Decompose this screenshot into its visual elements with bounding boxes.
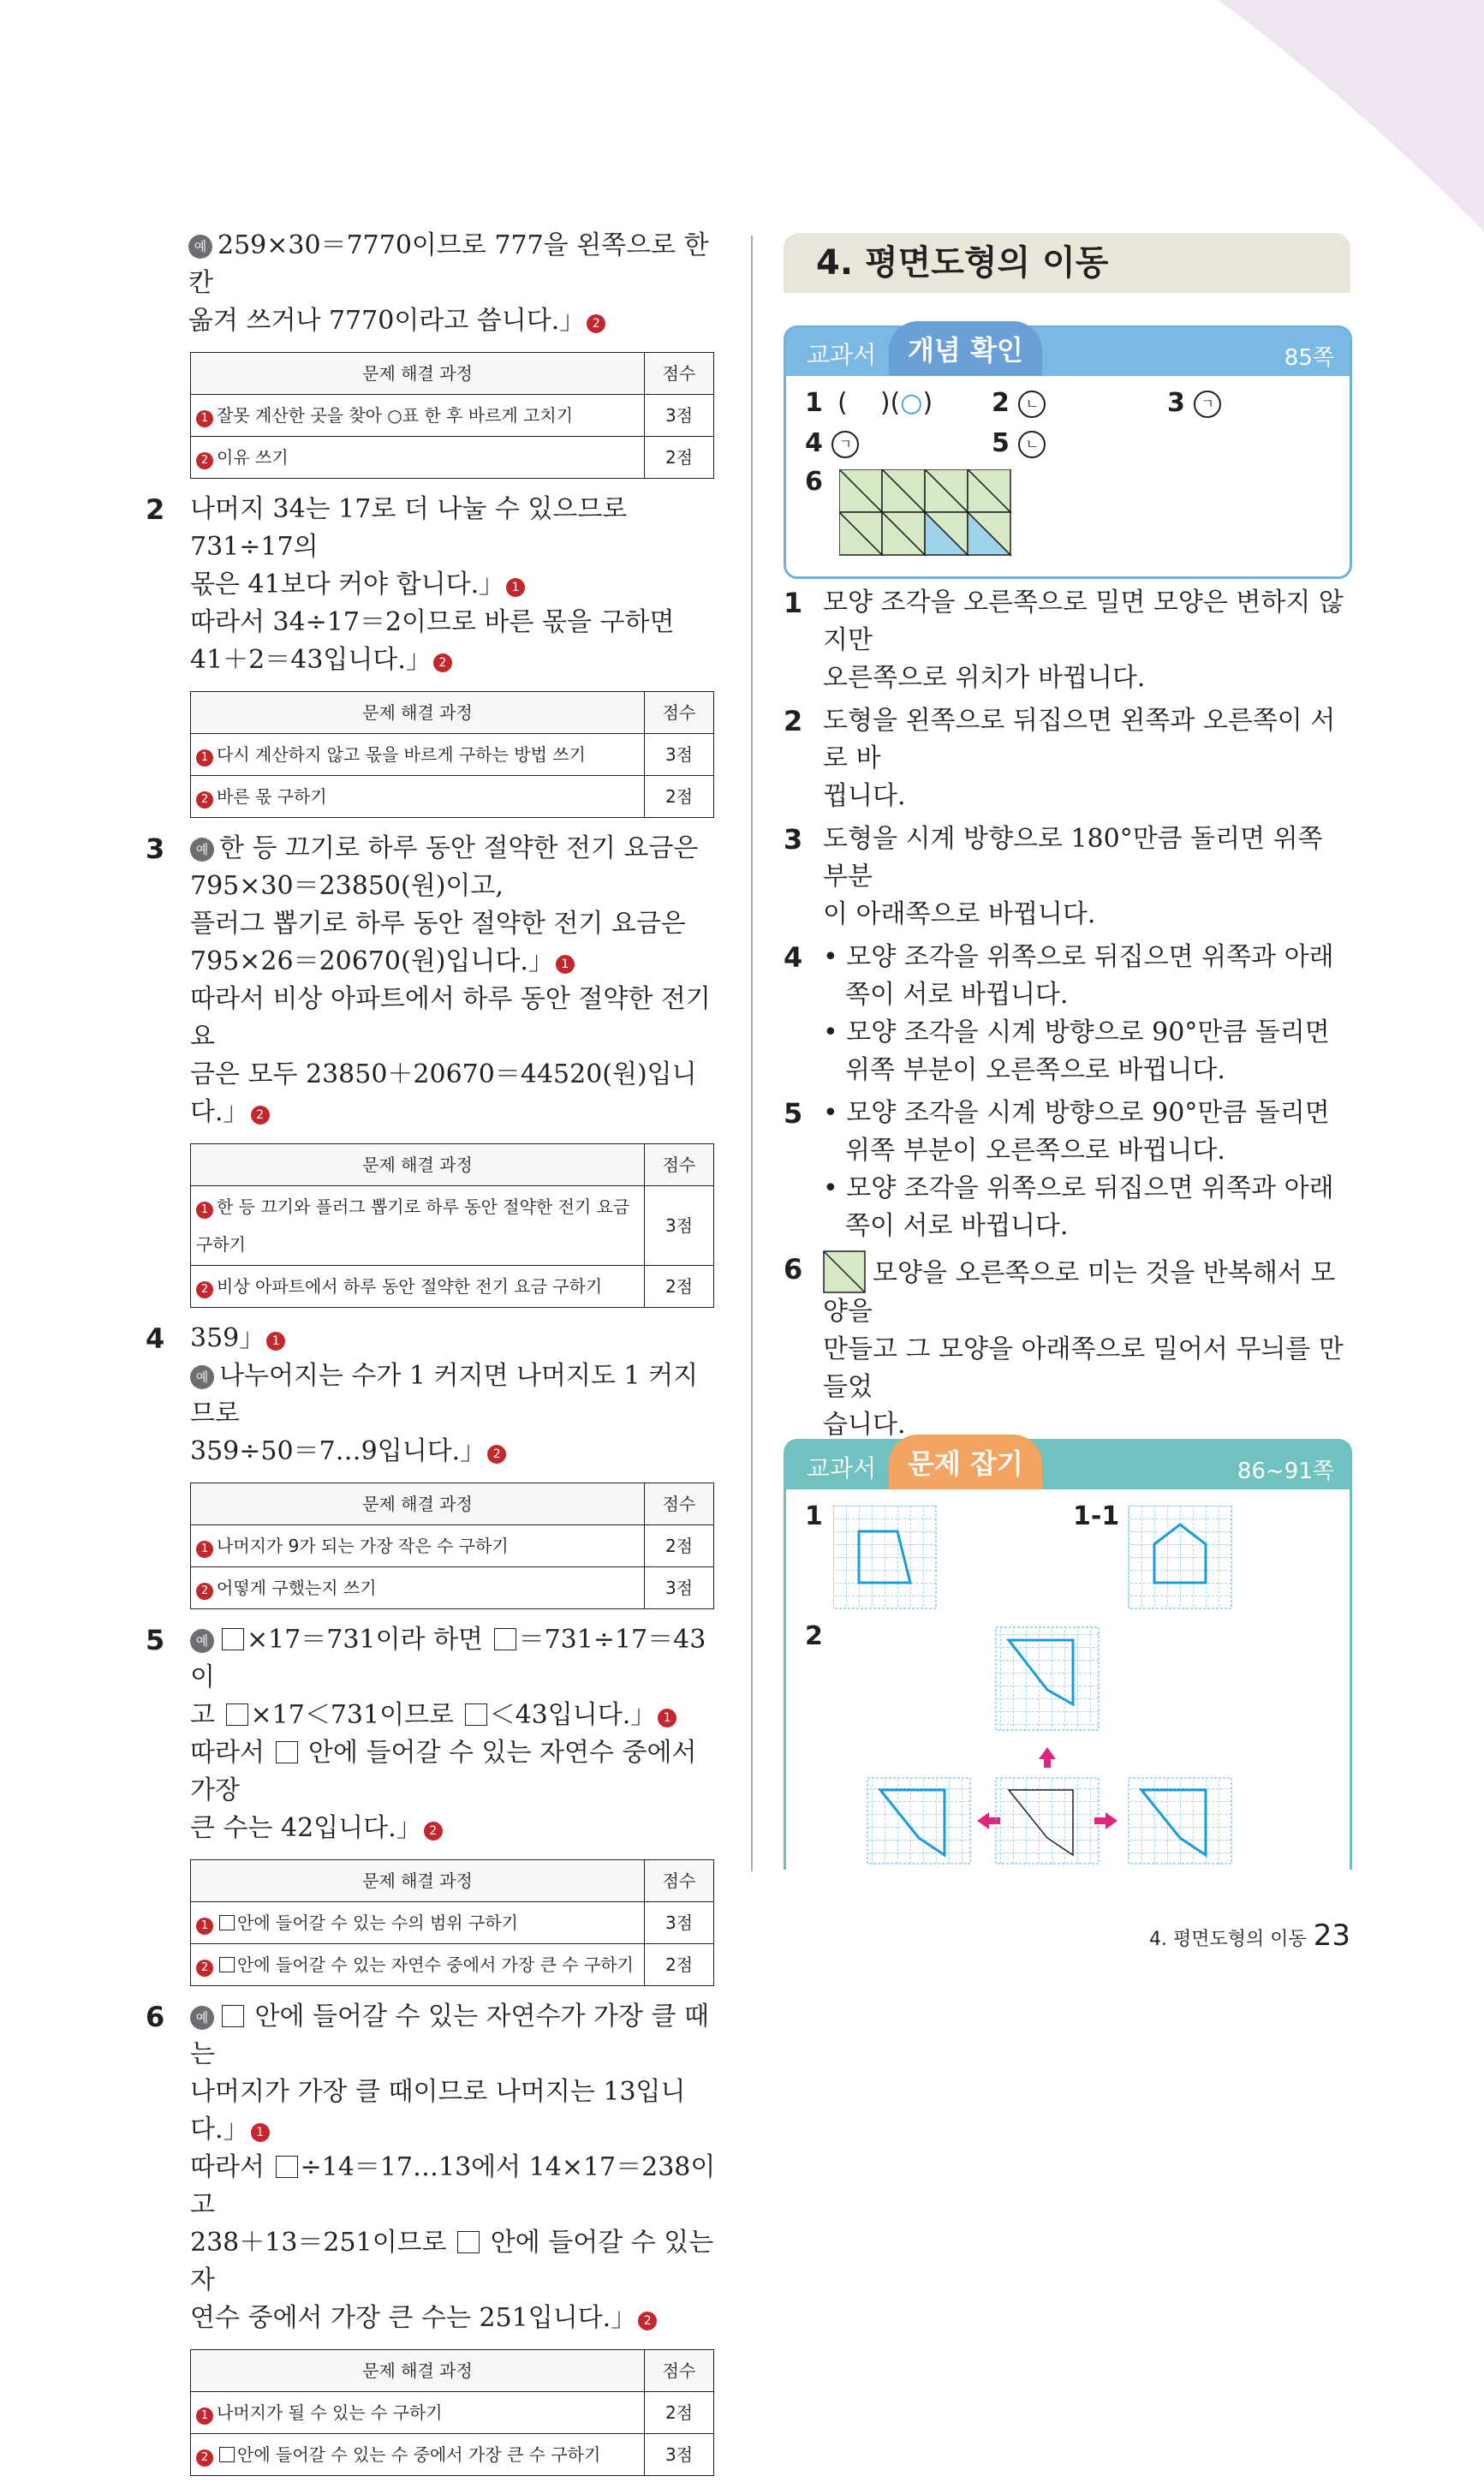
blank-box xyxy=(226,1703,248,1726)
example-mark: 예 xyxy=(188,235,212,259)
tile-icon xyxy=(823,1250,866,1293)
corner-decoration xyxy=(1090,0,1484,248)
column-divider xyxy=(751,236,753,1871)
page-ref: 85쪽 xyxy=(1284,345,1334,371)
example-mark: 예 xyxy=(190,1365,214,1389)
problem-6: 6 예 안에 들어갈 수 있는 자연수가 가장 클 때는 나머지가 가장 클 때이므로 나머지는 13입니다.」 1 따라서 ÷14＝17…13에서 14×17＝238이고 238＋13＝251이므로 안에 들어갈 수 있는 자 연수 중에서 가장 큰 수는 251입니다.」 2 xyxy=(146,1998,719,2337)
concept-check-box: 교과서 개념 확인 85쪽 1 ( )(○) 2 ㄴ 3 ㄱ 4 ㄱ 5 ㄴ 6 xyxy=(784,325,1352,579)
blank-box xyxy=(276,2156,298,2178)
box-title: 개념 확인 xyxy=(889,321,1042,376)
score-table: 문제 해결 과정 점수 1 나머지가 될 수 있는 수 구하기 2점 2 안에 들어갈 수 있는 수 중에서 가장 큰 수 구하기 3점 xyxy=(190,2349,714,2476)
score-table: 문제 해결 과정 점수 1 잘못 계산한 곳을 찾아 ○표 한 후 바르게 고치기 3점 2 이유 쓰기 2점 xyxy=(190,352,714,479)
grid-figures xyxy=(833,1506,1347,1870)
problem-4: 4 359」 1 예 나누어지는 수가 1 커지면 나머지도 1 커지므로 359÷50＝7…9입니다.」 2 xyxy=(146,1320,719,1471)
example-mark: 예 xyxy=(190,838,214,862)
example-mark: 예 xyxy=(190,2006,214,2030)
footer-chapter: 4. 평면도형의 이동 xyxy=(1148,1929,1307,1950)
page-footer xyxy=(1149,1918,1350,1953)
score-table: 문제 해결 과정 점수 1 한 등 끄기와 플러그 뽑기로 하루 동안 절약한 전기 요금 구하기 3점 2 비상 아파트에서 하루 동안 절약한 전기 요금 구하기 2점 xyxy=(190,1143,714,1308)
score-table: 문제 해결 과정 점수 1 안에 들어갈 수 있는 수의 범위 구하기 3점 2 안에 들어갈 수 있는 자연수 중에서 가장 큰 수 구하기 2점 xyxy=(190,1859,714,1986)
page-ref: 86~91쪽 xyxy=(1237,1459,1334,1484)
score-table: 문제 해결 과정 점수 1 다시 계산하지 않고 몫을 바르게 구하는 방법 쓰기 3점 2 바른 몫 구하기 2점 xyxy=(190,691,714,818)
right-column xyxy=(784,233,1350,1651)
problem-number: 4 xyxy=(146,1322,165,1355)
problem-3: 3 예 한 등 끄기로 하루 동안 절약한 전기 요금은 795×30＝23850(원)이고, 플러그 뽑기로 하루 동안 절약한 전기 요금은 795×26＝20670(원)입니다.」 1 따라서 비상 아파트에서 하루 동안 절약한 전기 요 금은 모두 23850＋20670＝44520(원)입니다.」 2 xyxy=(146,830,719,1131)
problem-2: 2 나머지 34는 17로 더 나눌 수 있으므로 731÷17의 몫은 41보다 커야 합니다.」 1 따라서 34÷17＝2이므로 바른 몫을 구하면 41＋2＝43입니다.」 2 xyxy=(146,491,719,679)
explanations: 1 모양 조각을 오른쪽으로 밀면 모양은 변하지 않지만 오른쪽으로 위치가 바뀝니다. 2 도형을 왼쪽으로 뒤집으면 왼쪽과 오른쪽이 서로 바 뀝니다. 3 도형을 시계 방향으로 180°만큼 돌리면 위쪽 부분 이 아래쪽으로 바뀝니다. 4 • 모양 조각을 위쪽으로 뒤집으면 위쪽과 아래쪽이 서로 바뀝니다. • 모양 조각을 시계 방향으로 90°만큼 돌리면 위쪽 부분이 오른쪽으로 바뀝니다. 5 • 모양 조각을 시계 방향으로 90°만큼 돌리면 위쪽 부분이 오른쪽으로 바뀝니다. • 모양 조각을 위쪽으로 뒤집으면 위쪽과 아래쪽이 서로 바뀝니다. 6 모양을 오른쪽으로 미는 것을 반복해서 모양을 만들고 그 모양을 아래쪽으로 밀어서 무늬를 만들었 습니다. xyxy=(784,587,1344,1440)
blank-box xyxy=(222,2005,244,2027)
box-label: 교과서 xyxy=(807,1454,877,1483)
problem-number: 6 xyxy=(146,2001,165,2033)
problem-5: 5 예 ×17＝731이라 하면 ＝731÷17＝43이 고 ×17＜731이므로 ＜43입니다.」 1 따라서 안에 들어갈 수 있는 자연수 중에서 가장 큰 수는 42입니다.」 2 xyxy=(146,1621,719,1847)
problem-number: 5 xyxy=(146,1624,165,1656)
blank-box xyxy=(222,1628,244,1650)
blank-box xyxy=(494,1628,516,1650)
intro-answer: 예 259×30＝7770이므로 777을 왼쪽으로 한 칸 옮겨 쓰거나 7770이라고 씁니다.」 2 xyxy=(188,230,709,336)
score-table: 문제 해결 과정 점수 1 나머지가 9가 되는 가장 작은 수 구하기 2점 2 어떻게 구했는지 쓰기 3점 xyxy=(190,1483,714,1609)
problem-catch-box: 교과서 문제 잡기 86~91쪽 1 1-1 2 xyxy=(784,1439,1352,1870)
tile-pattern xyxy=(839,469,1012,557)
box-title: 문제 잡기 xyxy=(889,1435,1042,1489)
problem-number: 3 xyxy=(146,832,165,865)
box-label: 교과서 xyxy=(807,341,877,369)
section-title: 4. 평면도형의 이동 xyxy=(784,233,1350,293)
blank-box xyxy=(276,1741,298,1763)
blank-box xyxy=(457,2231,480,2253)
problem-number: 2 xyxy=(146,493,165,526)
blank-box xyxy=(465,1703,487,1726)
example-mark: 예 xyxy=(190,1629,214,1653)
page-number: 23 xyxy=(1313,1918,1350,1953)
step-marker: 2 xyxy=(587,314,605,333)
left-column xyxy=(146,227,719,2488)
